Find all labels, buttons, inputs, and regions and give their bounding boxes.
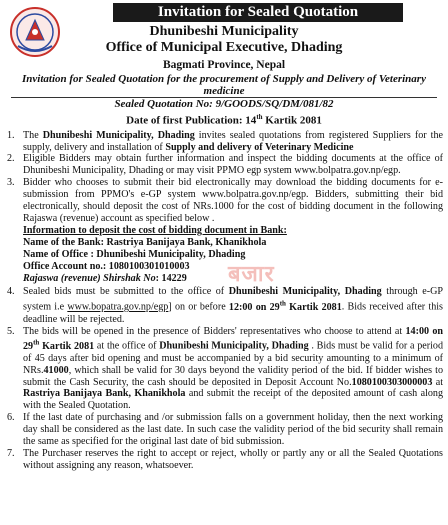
clauses-list-2 <box>5 286 443 471</box>
clause-1: 1. The Dhunibeshi Municipality, Dhading invites sealed quotations from registered Suppliers for the supply, delivery and installation of Supply and delivery of Veterinary Medicine <box>7 129 444 153</box>
office-name: Office of Municipal Executive, Dhading <box>105 40 343 55</box>
deposit-heading: Information to deposit the cost of bidding document in Bank: <box>23 224 287 236</box>
publication-date: Date of first Publication: 14th Kartik 2081 <box>126 113 322 127</box>
clause-5: 5. The bids will be opened in the presence of Bidders' representatives who choose to attend at 14:00 on 29th Kartik 2081 at the office of Dhunibeshi Municipality, Dhading . Bids must be valid for a period of 45 days after bid opening and must be accompanied by a bid security amounting to a minimum of NRs.41000, which shall be valid for 30 days beyond the validity period of the bid. If bidder wishes to submit the Cash Security, the cash should be deposited in Deposit Account No.1080100303000003 at Rastriya Banijaya Bank, Khanikhola and submit the receipt of the deposited amount of cash along with the Sealed Quotation. <box>7 325 444 412</box>
notice-number: Sealed Quotation No: 9/GOODS/SQ/DM/081/82 <box>114 98 334 110</box>
clauses-list <box>5 130 443 225</box>
clause-4: 4. Sealed bids must be submitted to the office of Dhunibeshi Municipality, Dhading through e-GP system i.e www.bopatra.gov.np/egp] on or before 12:00 on 29th Kartik 2081. Bids received after this deadline will be rejected. <box>7 286 443 325</box>
nepal-emblem-logo <box>8 6 62 58</box>
clause-3: 3. Bidder who chooses to submit their bid electronically may download the bidding documents for e-submission from PPMO's e-GP system www.bolpatra.gov.np/egp. Bidders, submitting their bid electronically, should deposit the cost of NRs.1000 for the cost of bidding document in the following Rajaswa (revenue) account as specified below . <box>7 177 443 224</box>
municipality-name: Dhunibeshi Municipality <box>149 24 299 39</box>
subject-line: Invitation for Sealed Quotation for the procurement of Supply and Delivery of Veterinary medicine <box>11 73 437 98</box>
clause-6: 6. If the last date of purchasing and /or submission falls on a government holiday, then the next working day shall be considered as the last date. In such case the validity period of the bid security shall remain the same as specified for the original last date of bid submission. <box>7 412 443 448</box>
egp-link[interactable]: www.bopatra.gov.np/egp <box>67 301 169 313</box>
revenue-shirshak: Rajaswa (revenue) Shirshak No: 14229 <box>23 272 187 284</box>
title-banner: Invitation for Sealed Quotation <box>113 3 403 22</box>
clause-7: 7. The Purchaser reserves the right to accept or reject, wholly or partly any or all the Sealed Quotations without assigning any reason, whatsoever. <box>7 447 443 471</box>
watermark-text: बजार <box>228 262 275 287</box>
clause-2: 2. Eligible Bidders may obtain further information and inspect the bidding documents at the office of Dhunibeshi Municipality, Dhading or may visit PPMO egp system www.bolpatra.gov.np/egp. <box>7 153 443 177</box>
bank-name: Name of the Bank: Rastriya Banijaya Bank, Khanikhola <box>23 236 267 248</box>
province-line: Bagmati Province, Nepal <box>162 59 286 71</box>
office-account-name: Name of Office : Dhunibeshi Municipality, Dhading <box>23 248 246 260</box>
office-account-number: Office Account no.: 1080100301010003 <box>23 260 190 272</box>
